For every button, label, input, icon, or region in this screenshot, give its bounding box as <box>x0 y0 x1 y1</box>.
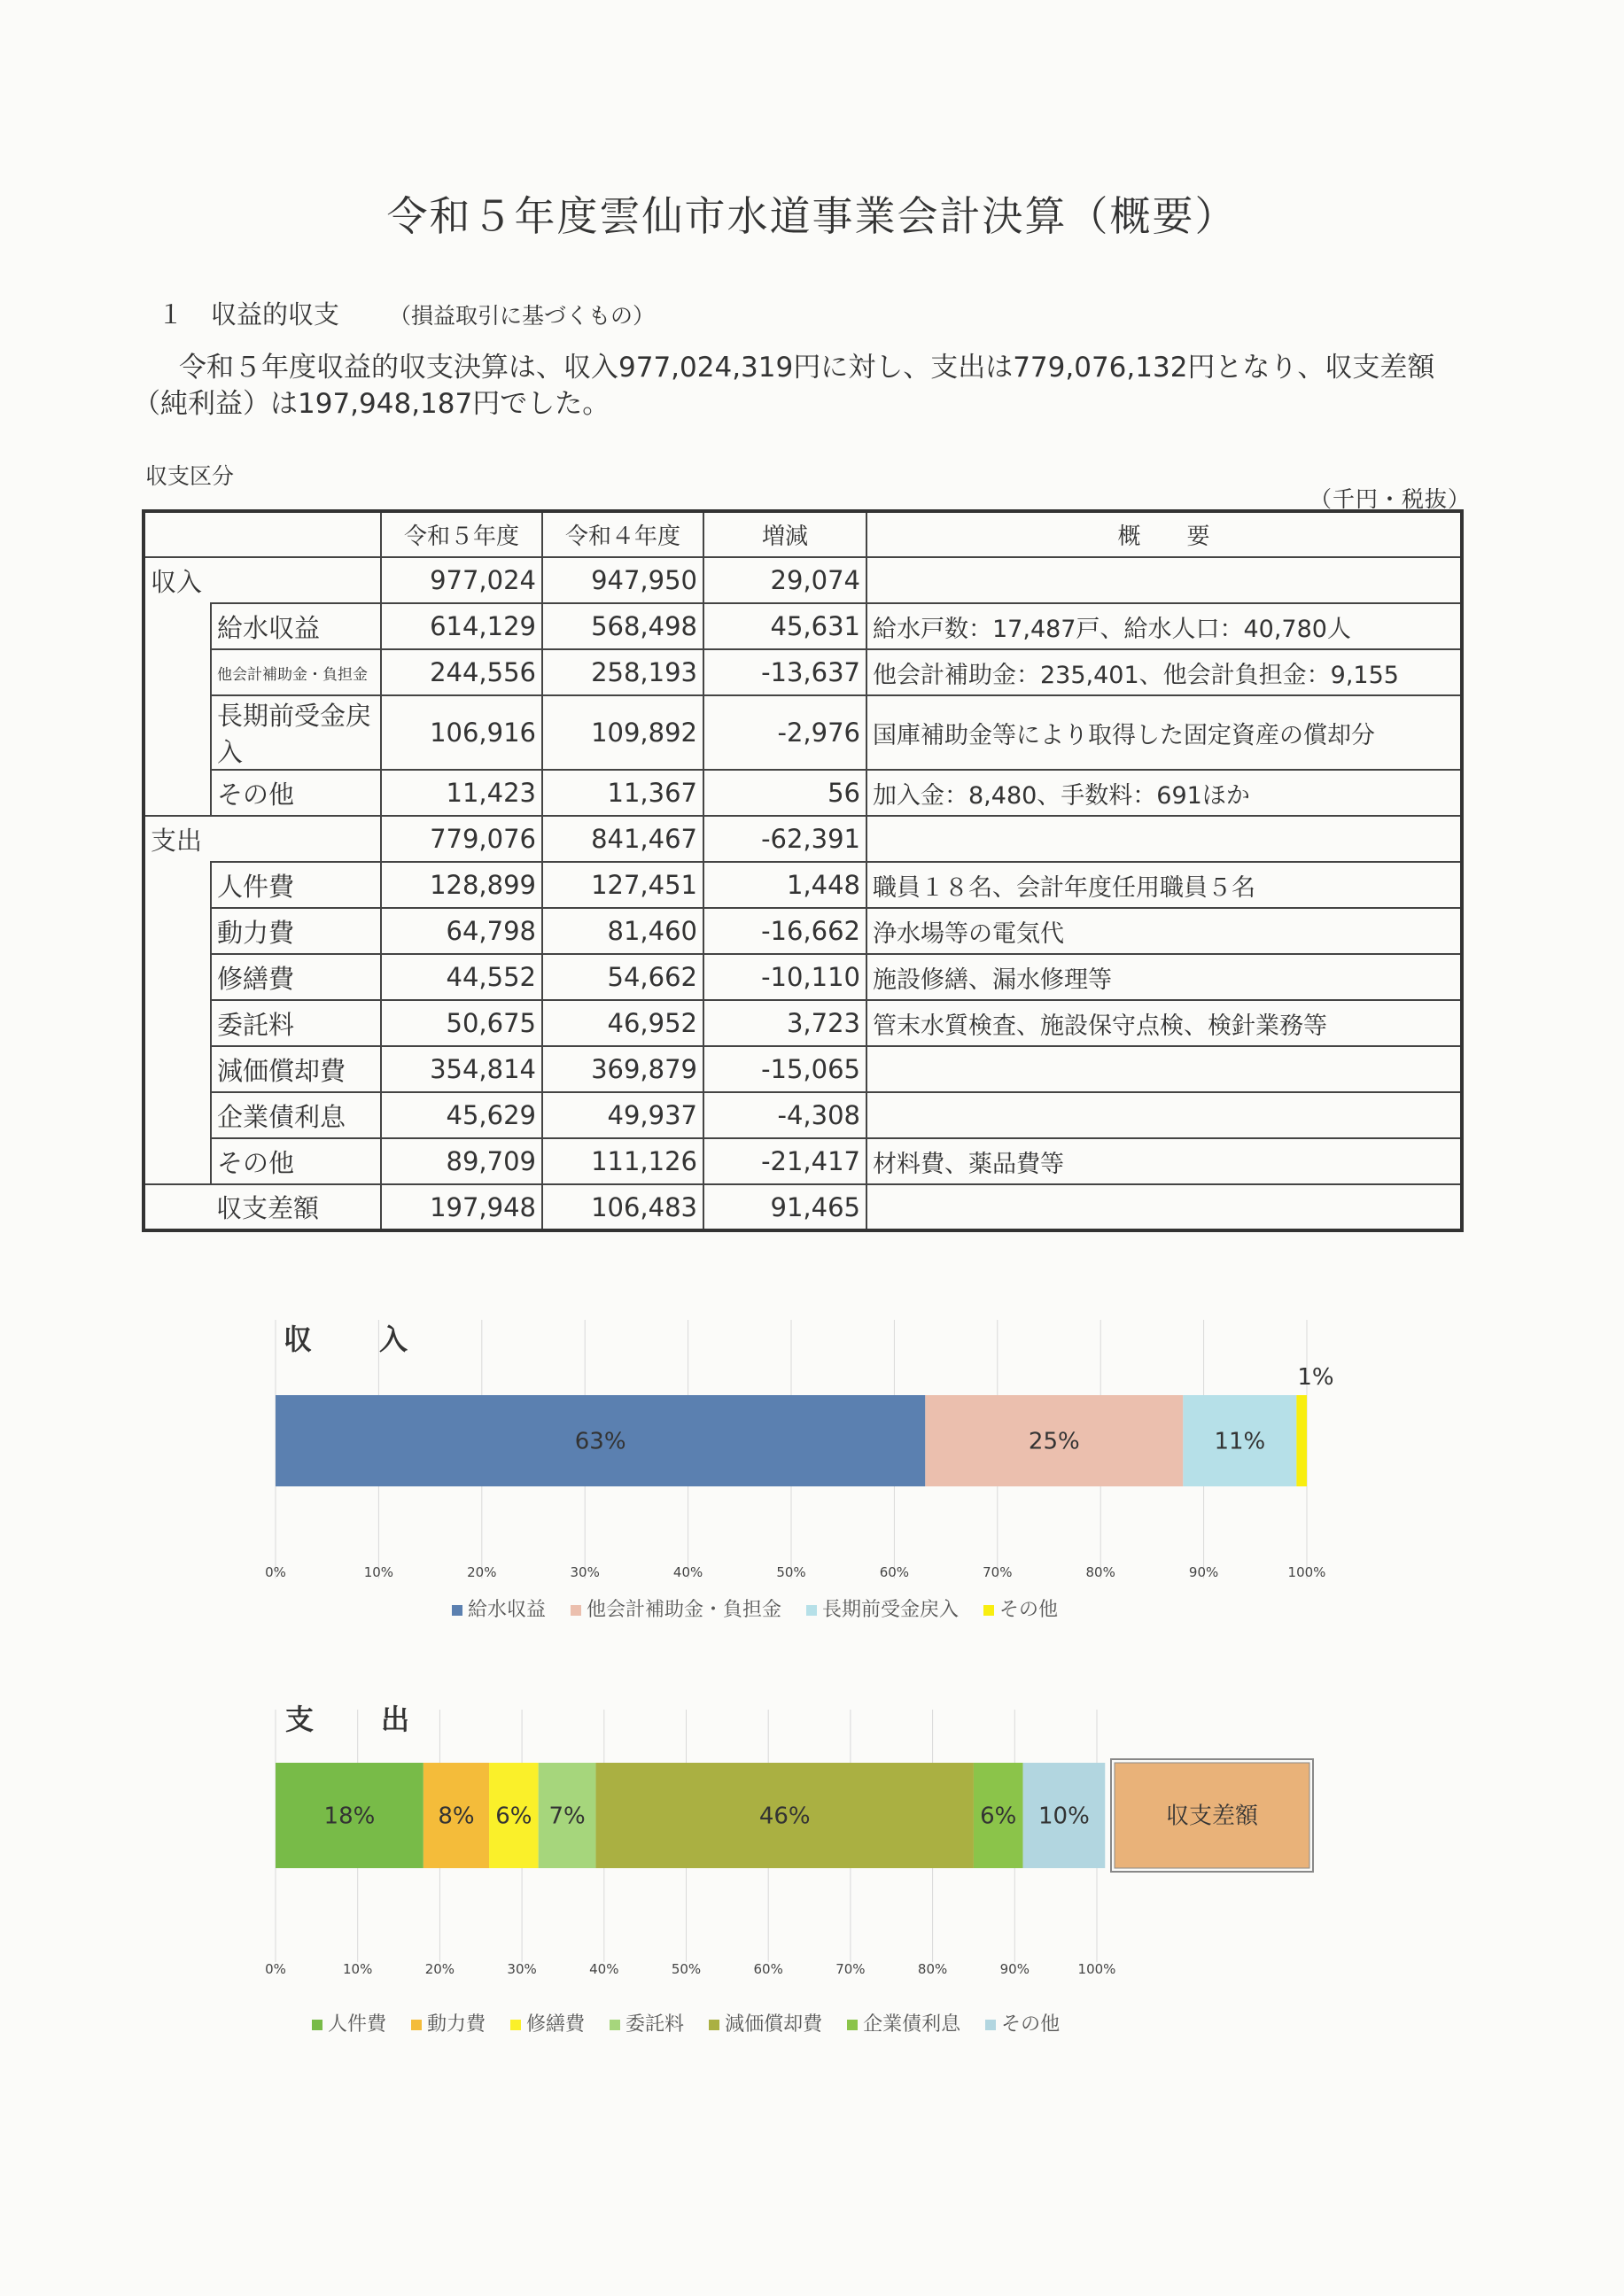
data-label: 46% <box>758 1803 811 1830</box>
x-tick-label: 60% <box>753 1961 783 1977</box>
value-cell: 45,629 <box>381 1092 542 1138</box>
indent-cell <box>144 954 211 1000</box>
table-row <box>144 1092 1462 1138</box>
legend-label: 企業債利息 <box>863 2013 961 2036</box>
x-tick-label: 70% <box>835 1961 866 1977</box>
legend-item <box>411 2009 486 2036</box>
expense-legend <box>312 2009 1060 2036</box>
summary-cell <box>866 816 1462 862</box>
legend-label: 給水収益 <box>468 1599 547 1621</box>
x-tick-label: 60% <box>879 1564 910 1580</box>
expense-chart-title: 支 出 <box>285 1703 430 1736</box>
value-cell: 89,709 <box>381 1138 542 1184</box>
column-header: 増減 <box>703 511 866 557</box>
legend-label: 修繕費 <box>526 2013 586 2036</box>
value-cell: -15,065 <box>703 1046 866 1092</box>
legend-item <box>985 2009 1060 2036</box>
x-tick-label: 100% <box>1077 1961 1116 1977</box>
data-label: 25% <box>1028 1428 1080 1455</box>
legend-swatch <box>312 2020 322 2030</box>
summary-cell <box>866 557 1462 603</box>
value-cell: 354,814 <box>381 1046 542 1092</box>
value-cell: 779,076 <box>381 816 542 862</box>
data-label: 1% <box>1297 1364 1334 1391</box>
table-header-row <box>144 511 1462 557</box>
legend-swatch <box>983 1605 994 1616</box>
value-cell: 64,798 <box>381 908 542 954</box>
x-tick-label: 90% <box>999 1961 1030 1977</box>
value-cell: -16,662 <box>703 908 866 954</box>
x-tick-label: 100% <box>1287 1564 1326 1580</box>
x-tick-label: 70% <box>983 1564 1013 1580</box>
indent-cell <box>144 908 211 954</box>
legend-swatch <box>610 2020 620 2030</box>
balance-row <box>144 1184 1462 1230</box>
summary-cell <box>866 1184 1462 1230</box>
table-row <box>144 649 1462 695</box>
summary-paragraph: 令和５年度収益的収支決算は、収入977,024,319円に対し、支出は779,076,132円となり、収支差額（純利益）は197,948,187円でした。 <box>133 352 1435 420</box>
legend-label: 長期前受金戻入 <box>822 1599 960 1621</box>
table-row <box>144 908 1462 954</box>
row-label: 減価償却費 <box>211 1046 381 1092</box>
x-tick-label: 10% <box>343 1961 373 1977</box>
legend-swatch <box>985 2020 996 2030</box>
value-cell: 244,556 <box>381 649 542 695</box>
legend-swatch <box>709 2020 719 2030</box>
value-cell: 46,952 <box>542 1000 703 1046</box>
x-tick-label: 30% <box>507 1961 537 1977</box>
expense-total-row <box>144 816 1462 862</box>
legend-label: 減価償却費 <box>725 2013 823 2036</box>
value-cell: 45,631 <box>703 603 866 649</box>
value-cell: 56 <box>703 770 866 816</box>
indent-cell <box>144 695 211 770</box>
indent-cell <box>144 1000 211 1046</box>
legend-label: その他 <box>1001 2013 1061 2036</box>
column-header: 概 要 <box>866 511 1462 557</box>
value-cell: 50,675 <box>381 1000 542 1046</box>
value-cell: 106,483 <box>542 1184 703 1230</box>
income-total-row <box>144 557 1462 603</box>
table-row <box>144 862 1462 908</box>
table-row <box>144 1046 1462 1092</box>
x-tick-label: 80% <box>917 1961 948 1977</box>
row-label: 長期前受金戻入 <box>211 695 381 770</box>
page-title: 令和５年度雲仙市水道事業会計決算（概要） <box>386 192 1238 240</box>
x-tick-label: 80% <box>1085 1564 1115 1580</box>
value-cell: 977,024 <box>381 557 542 603</box>
legend-item <box>452 1594 546 1622</box>
legend-item <box>610 2009 684 2036</box>
value-cell: 127,451 <box>542 862 703 908</box>
value-cell: -10,110 <box>703 954 866 1000</box>
value-cell: 81,460 <box>542 908 703 954</box>
value-cell: -21,417 <box>703 1138 866 1184</box>
value-cell: 3,723 <box>703 1000 866 1046</box>
value-cell: 11,423 <box>381 770 542 816</box>
x-tick-label: 90% <box>1188 1564 1219 1580</box>
section-number: １ <box>158 299 184 330</box>
table-row <box>144 695 1462 770</box>
column-header: 令和５年度 <box>381 511 542 557</box>
data-label: 7% <box>548 1803 586 1830</box>
legend-swatch <box>847 2020 858 2030</box>
legend-label: 動力費 <box>427 2013 486 2036</box>
legend-label: 人件費 <box>328 2013 387 2036</box>
section-note: （損益取引に基づくもの） <box>389 303 656 329</box>
indent-cell <box>144 1046 211 1092</box>
indent-cell <box>144 1138 211 1184</box>
legend-item <box>312 2009 386 2036</box>
row-label: 給水収益 <box>211 603 381 649</box>
legend-item <box>709 2009 822 2036</box>
expense-label: 支出 <box>144 816 381 862</box>
value-cell: 369,879 <box>542 1046 703 1092</box>
unit-note: （千円・税抜） <box>1309 486 1472 512</box>
summary-cell: 加入金：8,480、手数料：691ほか <box>866 770 1462 816</box>
summary-cell: 管末水質検査、施設保守点検、検針業務等 <box>866 1000 1462 1046</box>
summary-cell: 施設修繕、漏水修理等 <box>866 954 1462 1000</box>
data-label: 63% <box>574 1428 626 1455</box>
x-tick-label: 30% <box>570 1564 600 1580</box>
value-cell: 11,367 <box>542 770 703 816</box>
value-cell: -62,391 <box>703 816 866 862</box>
legend-item <box>571 1594 781 1622</box>
summary-cell: 国庫補助金等により取得した固定資産の償却分 <box>866 695 1462 770</box>
legend-swatch <box>571 1605 581 1616</box>
x-tick-label: 40% <box>672 1564 703 1580</box>
income-legend <box>452 1594 1058 1622</box>
row-label: その他 <box>211 1138 381 1184</box>
table-row <box>144 770 1462 816</box>
value-cell: -13,637 <box>703 649 866 695</box>
header-corner <box>144 511 381 557</box>
data-label: 8% <box>438 1803 475 1830</box>
summary-cell: 浄水場等の電気代 <box>866 908 1462 954</box>
indent-cell <box>144 603 211 649</box>
value-cell: -2,976 <box>703 695 866 770</box>
row-label: 他会計補助金・負担金 <box>211 649 381 695</box>
expense-chart <box>257 1710 1364 1993</box>
indent-cell <box>144 1092 211 1138</box>
value-cell: 44,552 <box>381 954 542 1000</box>
row-label: その他 <box>211 770 381 816</box>
data-label: 10% <box>1038 1803 1090 1830</box>
x-tick-label: 10% <box>363 1564 394 1580</box>
legend-swatch <box>510 2020 521 2030</box>
x-tick-label: 20% <box>467 1564 497 1580</box>
data-label: 6% <box>495 1803 532 1830</box>
legend-label: 委託料 <box>626 2013 685 2036</box>
legend-swatch <box>806 1605 817 1616</box>
x-tick-label: 50% <box>776 1564 806 1580</box>
value-cell: 111,126 <box>542 1138 703 1184</box>
value-cell: 841,467 <box>542 816 703 862</box>
value-cell: 1,448 <box>703 862 866 908</box>
row-label: 企業債利息 <box>211 1092 381 1138</box>
value-cell: 49,937 <box>542 1092 703 1138</box>
data-label: 11% <box>1214 1428 1266 1455</box>
summary-cell <box>866 1046 1462 1092</box>
column-header: 令和４年度 <box>542 511 703 557</box>
legend-item <box>806 1594 959 1622</box>
value-cell: 106,916 <box>381 695 542 770</box>
legend-label: その他 <box>999 1599 1059 1621</box>
legend-item <box>847 2009 960 2036</box>
value-cell: 109,892 <box>542 695 703 770</box>
x-tick-label: 0% <box>265 1564 286 1580</box>
income-chart-title: 収 入 <box>284 1323 428 1356</box>
value-cell: 614,129 <box>381 603 542 649</box>
bar-segment <box>1296 1395 1307 1486</box>
legend-label: 他会計補助金・負担金 <box>587 1599 782 1621</box>
legend-item <box>983 1594 1058 1622</box>
table-row <box>144 1000 1462 1046</box>
value-cell: 568,498 <box>542 603 703 649</box>
value-cell: 258,193 <box>542 649 703 695</box>
value-cell: -4,308 <box>703 1092 866 1138</box>
indent-cell <box>144 770 211 816</box>
data-label: 18% <box>323 1803 376 1830</box>
value-cell: 91,465 <box>703 1184 866 1230</box>
table-row <box>144 603 1462 649</box>
x-tick-label: 50% <box>671 1961 702 1977</box>
legend-swatch <box>411 2020 422 2030</box>
x-tick-label: 40% <box>589 1961 619 1977</box>
value-cell: 947,950 <box>542 557 703 603</box>
indent-cell <box>144 862 211 908</box>
row-label: 人件費 <box>211 862 381 908</box>
table-row <box>144 954 1462 1000</box>
x-tick-label: 0% <box>265 1961 286 1977</box>
summary-cell <box>866 1092 1462 1138</box>
summary-cell: 材料費、薬品費等 <box>866 1138 1462 1184</box>
income-chart <box>257 1320 1356 1603</box>
x-tick-label: 20% <box>424 1961 455 1977</box>
legend-swatch <box>452 1605 462 1616</box>
section-heading <box>158 295 655 331</box>
row-label: 動力費 <box>211 908 381 954</box>
data-label: 6% <box>980 1803 1017 1830</box>
legend-item <box>510 2009 585 2036</box>
row-label: 委託料 <box>211 1000 381 1046</box>
summary-cell: 職員１８名、会計年度任用職員５名 <box>866 862 1462 908</box>
indent-cell <box>144 649 211 695</box>
table-caption: 収支区分 <box>145 463 235 489</box>
summary-cell: 給水戸数：17,487戸、給水人口：40,780人 <box>866 603 1462 649</box>
balance-box-label: 収支差額 <box>1165 1803 1259 1830</box>
value-cell: 128,899 <box>381 862 542 908</box>
balance-label: 収支差額 <box>144 1184 381 1230</box>
value-cell: 29,074 <box>703 557 866 603</box>
finance-table <box>142 509 1464 1232</box>
summary-cell: 他会計補助金：235,401、他会計負担金：9,155 <box>866 649 1462 695</box>
income-label: 収入 <box>144 557 381 603</box>
value-cell: 54,662 <box>542 954 703 1000</box>
table-row <box>144 1138 1462 1184</box>
section-title: 収益的収支 <box>211 299 340 330</box>
row-label: 修繕費 <box>211 954 381 1000</box>
value-cell: 197,948 <box>381 1184 542 1230</box>
